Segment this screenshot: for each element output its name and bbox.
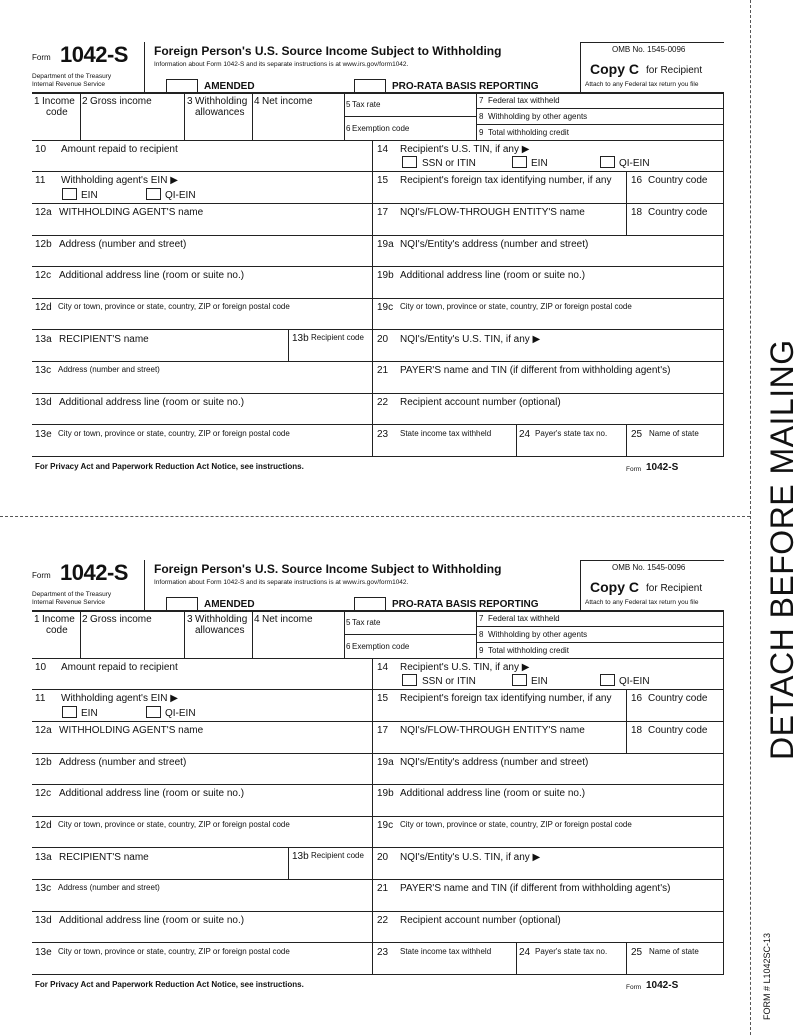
box24-number: 24 [519,947,531,958]
box13a-number: 13a [35,852,52,863]
copy-label: Copy C [590,61,639,77]
box12a-label: WITHHOLDING AGENT'S name [59,725,204,736]
footer-form-number: 1042-S [646,462,679,473]
info-line: Information about Form 1042-S and its separate instructions is at www.irs.gov/form1042. [154,579,409,586]
box8-number: 8 [479,112,484,121]
box24-number: 24 [519,429,531,440]
footer-form-word: Form [626,466,642,473]
amended-checkbox[interactable] [166,597,198,611]
box6-label: Exemption code [352,642,410,651]
box2-number: 2 [82,614,88,625]
box12b-label: Address (number and street) [59,239,187,250]
box13e-label: City or town, province or state, country, ZIP or foreign postal code [58,947,290,956]
form-copy-bottom [32,558,724,998]
box3-number: 3 [187,96,193,107]
box11-ein-label: EIN [81,190,98,201]
box6-label: Exemption code [352,124,410,133]
box12c-label: Additional address line (room or suite no.) [59,270,245,281]
amended-label: AMENDED [204,81,255,92]
box11-number: 11 [35,693,46,704]
box14-ein-label: EIN [531,158,548,169]
box14-qiein-checkbox[interactable] [600,674,615,686]
box14-qiein-label: QI-EIN [619,158,650,169]
box1-number: 1 [34,96,40,107]
box10-number: 10 [35,144,47,155]
box19a-label: NQI's/Entity's address (number and street) [400,239,589,250]
box19a-label: NQI's/Entity's address (number and street) [400,757,589,768]
box3-number: 3 [187,614,193,625]
department-text: Department of the Treasury [32,73,112,80]
department-text: Department of the Treasury [32,591,112,598]
box5-label: Tax rate [352,100,381,109]
box16-number: 16 [631,175,643,186]
box13d-number: 13d [35,915,52,926]
box14-qiein-checkbox[interactable] [600,156,615,168]
box16-number: 16 [631,693,643,704]
box9-label: Total withholding credit [488,646,569,655]
box16-label: Country code [648,175,708,186]
box11-ein-checkbox[interactable] [62,706,77,718]
box19a-number: 19a [377,239,394,250]
irs-text: Internal Revenue Service [32,81,105,88]
box13d-label: Additional address line (room or suite no.) [59,397,245,408]
form-copy-top [32,40,724,480]
box19b-label: Additional address line (room or suite no.) [400,788,586,799]
vertical-perforation-line [750,0,751,1035]
box9-label: Total withholding credit [488,128,569,137]
box13e-number: 13e [35,429,52,440]
copy-for-label: for Recipient [646,65,703,76]
omb-number: OMB No. 1545-0096 [612,45,686,54]
box15-number: 15 [377,693,389,704]
box12c-label: Additional address line (room or suite no.) [59,788,245,799]
box9-number: 9 [479,646,484,655]
attach-note: Attach to any Federal tax return you file [585,599,699,606]
box20-number: 20 [377,334,389,345]
box12d-number: 12d [35,302,52,313]
box13b-number: 13b [292,333,309,344]
form-number: 1042-S [60,560,128,585]
box14-ein-checkbox[interactable] [512,156,527,168]
box12b-number: 12b [35,239,52,250]
box5-label: Tax rate [352,618,381,627]
box21-number: 21 [377,883,389,894]
box22-label: Recipient account number (optional) [400,397,561,408]
amended-checkbox[interactable] [166,79,198,93]
box12a-number: 12a [35,725,52,736]
box13b-number: 13b [292,851,309,862]
info-line: Information about Form 1042-S and its separate instructions is at www.irs.gov/form1042. [154,61,409,68]
box8-label: Withholding by other agents [488,112,588,121]
box13a-label: RECIPIENT'S name [59,334,149,345]
box11-qiein-checkbox[interactable] [146,706,161,718]
box14-ssn-checkbox[interactable] [402,156,417,168]
box1-number: 1 [34,614,40,625]
box13e-number: 13e [35,947,52,958]
box13c-number: 13c [35,365,52,376]
box19c-number: 19c [377,820,394,831]
box20-number: 20 [377,852,389,863]
box12d-label: City or town, province or state, country, ZIP or foreign postal code [58,820,290,829]
box3-label: Withholding [195,614,248,625]
prorata-label: PRO-RATA BASIS REPORTING [392,599,539,610]
box14-qiein-label: QI-EIN [619,676,650,687]
box1-label-2: code [46,625,68,636]
box12a-number: 12a [35,207,52,218]
box11-number: 11 [35,175,46,186]
box24-label: Payer's state tax no. [535,947,608,956]
box8-label: Withholding by other agents [488,630,588,639]
box13a-label: RECIPIENT'S name [59,852,149,863]
box4-label: Net income [262,96,313,107]
box22-number: 22 [377,915,389,926]
box19b-number: 19b [377,788,394,799]
box12c-number: 12c [35,788,52,799]
box19c-number: 19c [377,302,394,313]
box17-label: NQI's/FLOW-THROUGH ENTITY'S name [400,725,585,736]
box19b-number: 19b [377,270,394,281]
box6-number: 6 [346,124,351,133]
form-title: Foreign Person's U.S. Source Income Subject to Withholding [154,562,502,576]
box20-label: NQI's/Entity's U.S. TIN, if any ▶ [400,852,541,863]
box11-ein-checkbox[interactable] [62,188,77,200]
box18-number: 18 [631,725,643,736]
form-number: 1042-S [60,42,128,67]
box17-label: NQI's/FLOW-THROUGH ENTITY'S name [400,207,585,218]
box11-ein-label: EIN [81,708,98,719]
box12c-number: 12c [35,270,52,281]
box13a-number: 13a [35,334,52,345]
box12b-label: Address (number and street) [59,757,187,768]
box23-number: 23 [377,947,389,958]
box4-label: Net income [262,614,313,625]
irs-text: Internal Revenue Service [32,599,105,606]
form-word: Form [32,53,51,62]
box19c-label: City or town, province or state, country, ZIP or foreign postal code [400,302,632,311]
box11-qiein-checkbox[interactable] [146,188,161,200]
box12d-label: City or town, province or state, country, ZIP or foreign postal code [58,302,290,311]
box2-label: Gross income [90,614,152,625]
box12d-number: 12d [35,820,52,831]
box10-number: 10 [35,662,47,673]
box1-label: Income [42,614,75,625]
box7-label: Federal tax withheld [488,614,560,623]
box7-number: 7 [479,96,484,105]
box14-number: 14 [377,144,389,155]
omb-number: OMB No. 1545-0096 [612,563,686,572]
box16-label: Country code [648,693,708,704]
box14-ein-label: EIN [531,676,548,687]
box13c-label: Address (number and street) [58,365,160,374]
box15-number: 15 [377,175,389,186]
box14-number: 14 [377,662,389,673]
box15-label: Recipient's foreign tax identifying number, if any [400,693,612,704]
box11-qiein-label: QI-EIN [165,708,196,719]
box11-qiein-label: QI-EIN [165,190,196,201]
box25-label: Name of state [649,947,699,956]
prorata-checkbox[interactable] [354,597,386,611]
box19c-label: City or town, province or state, country, ZIP or foreign postal code [400,820,632,829]
box6-number: 6 [346,642,351,651]
form-word: Form [32,571,51,580]
form-code-text: FORM # L1042SC-13 [762,932,772,1020]
box2-label: Gross income [90,96,152,107]
box20-label: NQI's/Entity's U.S. TIN, if any ▶ [400,334,541,345]
prorata-label: PRO-RATA BASIS REPORTING [392,81,539,92]
box19a-number: 19a [377,757,394,768]
box18-number: 18 [631,207,643,218]
box14-ssn-label: SSN or ITIN [422,158,476,169]
box22-number: 22 [377,397,389,408]
box14-ein-checkbox[interactable] [512,674,527,686]
box22-label: Recipient account number (optional) [400,915,561,926]
attach-note: Attach to any Federal tax return you file [585,81,699,88]
box13e-label: City or town, province or state, country, ZIP or foreign postal code [58,429,290,438]
box4-number: 4 [254,614,260,625]
box7-number: 7 [479,614,484,623]
box25-label: Name of state [649,429,699,438]
box12a-label: WITHHOLDING AGENT'S name [59,207,204,218]
box23-label: State income tax withheld [400,429,492,438]
box5-number: 5 [346,100,351,109]
box13b-label: Recipient code [311,851,364,860]
box21-label: PAYER'S name and TIN (if different from withholding agent's) [400,365,671,376]
box18-label: Country code [648,207,708,218]
box1-label: Income [42,96,75,107]
box25-number: 25 [631,429,643,440]
box17-number: 17 [377,207,389,218]
box18-label: Country code [648,725,708,736]
box13d-label: Additional address line (room or suite no.) [59,915,245,926]
detach-before-mailing-text: DETACH BEFORE MAILING [764,339,800,760]
footer-form-number: 1042-S [646,980,679,991]
box17-number: 17 [377,725,389,736]
box23-number: 23 [377,429,389,440]
box23-label: State income tax withheld [400,947,492,956]
copy-label: Copy C [590,579,639,595]
box10-label: Amount repaid to recipient [61,662,178,673]
prorata-checkbox[interactable] [354,79,386,93]
copy-for-label: for Recipient [646,583,703,594]
box4-number: 4 [254,96,260,107]
box14-ssn-checkbox[interactable] [402,674,417,686]
box13c-number: 13c [35,883,52,894]
box1-label-2: code [46,107,68,118]
box2-number: 2 [82,96,88,107]
box14-label: Recipient's U.S. TIN, if any ▶ [400,662,530,673]
box21-number: 21 [377,365,389,376]
box13d-number: 13d [35,397,52,408]
box14-ssn-label: SSN or ITIN [422,676,476,687]
box3-label-2: allowances [195,625,245,636]
box3-label-2: allowances [195,107,245,118]
privacy-notice: For Privacy Act and Paperwork Reduction Act Notice, see instructions. [35,980,304,989]
box21-label: PAYER'S name and TIN (if different from withholding agent's) [400,883,671,894]
box11-label: Withholding agent's EIN ▶ [61,693,178,704]
box12b-number: 12b [35,757,52,768]
footer-form-word: Form [626,984,642,991]
box9-number: 9 [479,128,484,137]
box19b-label: Additional address line (room or suite no.) [400,270,586,281]
box7-label: Federal tax withheld [488,96,560,105]
box3-label: Withholding [195,96,248,107]
box5-number: 5 [346,618,351,627]
privacy-notice: For Privacy Act and Paperwork Reduction Act Notice, see instructions. [35,462,304,471]
horizontal-perforation-line [0,516,750,517]
form-title: Foreign Person's U.S. Source Income Subject to Withholding [154,44,502,58]
box8-number: 8 [479,630,484,639]
box14-label: Recipient's U.S. TIN, if any ▶ [400,144,530,155]
box24-label: Payer's state tax no. [535,429,608,438]
box13c-label: Address (number and street) [58,883,160,892]
amended-label: AMENDED [204,599,255,610]
box25-number: 25 [631,947,643,958]
box13b-label: Recipient code [311,333,364,342]
box10-label: Amount repaid to recipient [61,144,178,155]
box11-label: Withholding agent's EIN ▶ [61,175,178,186]
box15-label: Recipient's foreign tax identifying number, if any [400,175,612,186]
